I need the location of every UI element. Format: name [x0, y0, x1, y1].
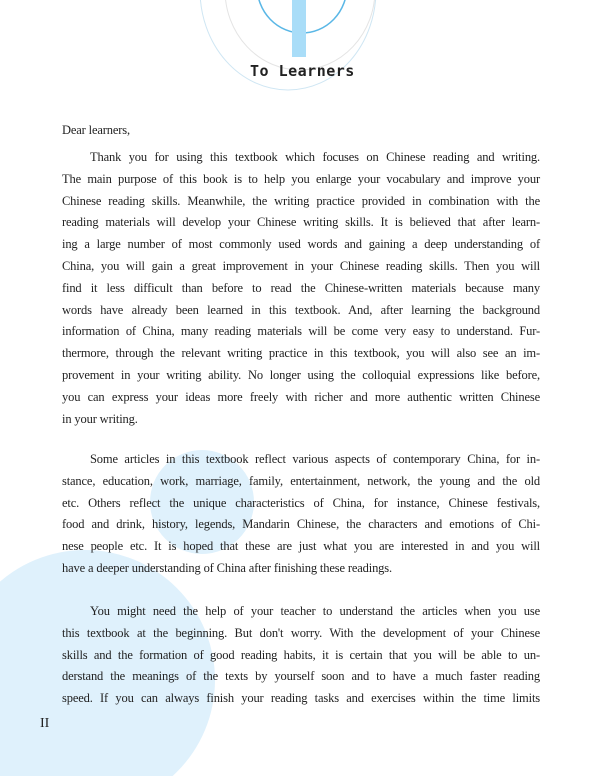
page-title: To Learners — [250, 62, 355, 80]
decorative-bar — [292, 0, 306, 57]
text-line: skills and the formation of good reading habits, it is certain that you will be able to un- — [62, 647, 540, 662]
text-line: speed. If you can always finish your reading tasks and exercises within the time limits — [62, 691, 540, 706]
text-line: etc. Others reflect the unique characteristics of China, for instance, Chinese festivals, — [62, 495, 540, 510]
text-line: nese people etc. It is hoped that these are just what you are interested in and you will — [62, 539, 540, 554]
text-line: provement in your writing ability. No longer using the colloquial expressions like before, — [62, 367, 540, 382]
text-line: thermore, through the relevant writing practice in this textbook, you will also see an im- — [62, 346, 540, 361]
text-line: information of China, many reading materials will be come very easy to understand. Fur- — [62, 324, 540, 339]
text-line: reading materials will develop your Chinese writing skills. It is believed that after learn- — [62, 215, 540, 230]
text-line: ing a large number of most commonly used words and gaining a deep understanding of — [62, 237, 540, 252]
greeting-text: Dear learners, — [62, 123, 130, 137]
text-line: find it less difficult than before to read the Chinese-written materials because many — [62, 280, 540, 295]
text-line: words have already been learned in this textbook. And, after learning the background — [62, 302, 540, 317]
text-line: have a deeper understanding of China after finishing these readings. — [62, 560, 392, 575]
page-number: II — [40, 716, 50, 731]
paragraph-3 — [62, 601, 540, 710]
text-line: food and drink, history, legends, Mandarin Chinese, the characters and emotions of Chi- — [62, 517, 540, 532]
text-line: You might need the help of your teacher to understand the articles when you use — [90, 604, 540, 618]
text-line: China, you will gain a great improvement in your Chinese reading skills. Then you will — [62, 258, 540, 273]
text-line: in your writing. — [62, 411, 138, 426]
text-line: Chinese reading skills. Meanwhile, the writing practice provided in combination with the — [62, 193, 540, 208]
greeting — [62, 120, 540, 142]
text-line: you can express your ideas more freely with richer and more authentic written Chinese — [62, 389, 540, 404]
text-line: stance, education, work, marriage, family, entertainment, network, the young and the old — [62, 473, 540, 488]
text-line: The main purpose of this book is to help you enlarge your vocabulary and improve your — [62, 171, 540, 186]
text-line: Some articles in this textbook reflect various aspects of contemporary China, for in- — [90, 452, 540, 466]
text-line: derstand the meanings of the texts by yourself soon and to have a much faster reading — [62, 669, 540, 684]
paragraph-1 — [62, 147, 540, 430]
text-line: Thank you for using this textbook which focuses on Chinese reading and writing. — [90, 150, 540, 164]
paragraph-2 — [62, 449, 540, 580]
text-line: this textbook at the beginning. But don't worry. With the development of your Chinese — [62, 625, 540, 640]
